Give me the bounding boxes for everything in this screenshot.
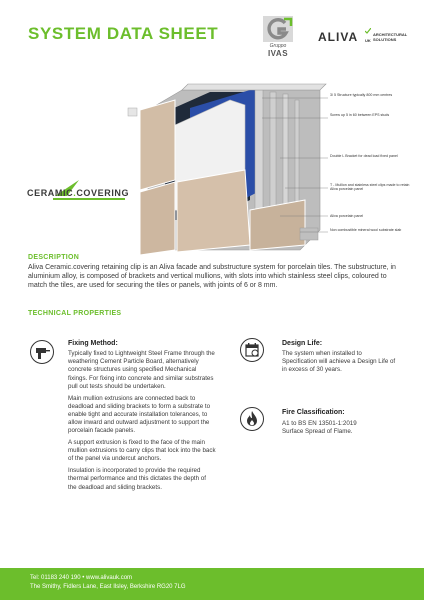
technical-properties-heading: TECHNICAL PROPERTIES xyxy=(28,310,122,317)
gruppo-ivas-logo xyxy=(258,16,298,62)
footer-bar xyxy=(0,568,424,600)
callout-mullion: T - Mullion and stainless steel clips made to retain Aliva porcelain panel xyxy=(330,183,410,192)
design-life-title: Design Life: xyxy=(282,340,323,347)
drill-icon xyxy=(30,340,54,364)
aliva-logo-name: ALIVA xyxy=(318,30,359,44)
gruppo-ivas-logo-mark xyxy=(263,16,293,42)
fire-classification-line-1: A1 to BS EN 13501-1:2019 xyxy=(282,420,357,427)
fixing-paragraph: Main mullion extrusions are connected back to deadload and sliding brackets to form a substrate to enable tight and accurate installation tolerances, to allow inward and outward adjustment to support the porcelain facade panels. xyxy=(68,394,211,435)
fixing-paragraph: Insulation is incorporated to provide the required thermal performance and this dictates the depth of the deadload and sliding brackets. xyxy=(68,467,206,491)
description-heading: DESCRIPTION xyxy=(28,254,80,261)
calendar-icon xyxy=(240,338,264,362)
fire-classification-line-2: Surface Spread of Flame. xyxy=(282,428,353,436)
footer-contact: Tel: 01183 240 190 • www.alivauk.com xyxy=(30,575,133,581)
ceramic-logo-part2: COVERING xyxy=(76,188,130,198)
fire-classification-body xyxy=(282,420,398,436)
callout-screw: Screw up 5 in 60 between EPS studs xyxy=(330,113,390,117)
aliva-logo-sub-2: SOLUTIONS xyxy=(373,37,397,42)
ceramic-covering-logo xyxy=(27,176,130,212)
system-cutaway-illustration xyxy=(0,70,424,260)
callout-bracket: Double L Bracket for dead load fixed panel xyxy=(330,154,398,158)
aliva-logo-subtitle xyxy=(373,32,407,42)
footer-address: The Smithy, Fidlers Lane, East Ilsley, Berkshire RG20 7LG xyxy=(30,584,186,590)
flame-icon xyxy=(240,407,264,431)
page-title: SYSTEM DATA SHEET xyxy=(28,24,219,43)
fixing-paragraph: Typically fixed to Lightweight Steel Frame through the weathering Cement Particle Board, alternatively concrete structures using specified Mechanical fixings. For fixing into concrete and similar substrates pull out tests should be undertaken. xyxy=(68,350,215,390)
aliva-logo-tick-icon xyxy=(365,28,371,34)
description-text: Aliva Ceramic.covering retaining clip is an Aliva facade and substructure system for porcelain tiles. The substructure, in aluminium alloy, is composed of brackets and vertical mullions, with slots into which stainless steel clips, coloured to match the tiles, are used for securing the tiles or panels, with joints of 6 or 8 mm. xyxy=(28,264,396,289)
ceramic-logo-part1: CERAMIC xyxy=(27,188,74,198)
fire-classification-title: Fire Classification: xyxy=(282,409,345,416)
callout-structure: 3/ 5 Structure typically 800 mm centres xyxy=(330,93,393,97)
callout-mineral-wool: Non combustible mineral wool substrate slab xyxy=(330,228,402,232)
aliva-logo-sub-1: ARCHITECTURAL xyxy=(373,32,408,37)
ivas-logo-text: IVAS xyxy=(267,49,289,58)
design-life-text: The system when installed to Specification will achieve a Design Life of in excess of 30 years. xyxy=(282,350,396,374)
gruppo-logo-small: Gruppo xyxy=(269,43,287,49)
fixing-paragraph: A support extrusion is fixed to the face of the main mullion extrusions to carry clips that lock into the back of the panel via undercut anchors. xyxy=(68,439,216,463)
fixing-method-title: Fixing Method: xyxy=(68,340,118,347)
ceramic-logo-text: CERAMIC.COVERING xyxy=(27,188,130,198)
callout-panel: Aliva porcelain panel xyxy=(330,214,364,218)
aliva-logo xyxy=(318,28,408,48)
aliva-logo-country: UK xyxy=(365,38,371,43)
fixing-method-body xyxy=(68,350,216,495)
